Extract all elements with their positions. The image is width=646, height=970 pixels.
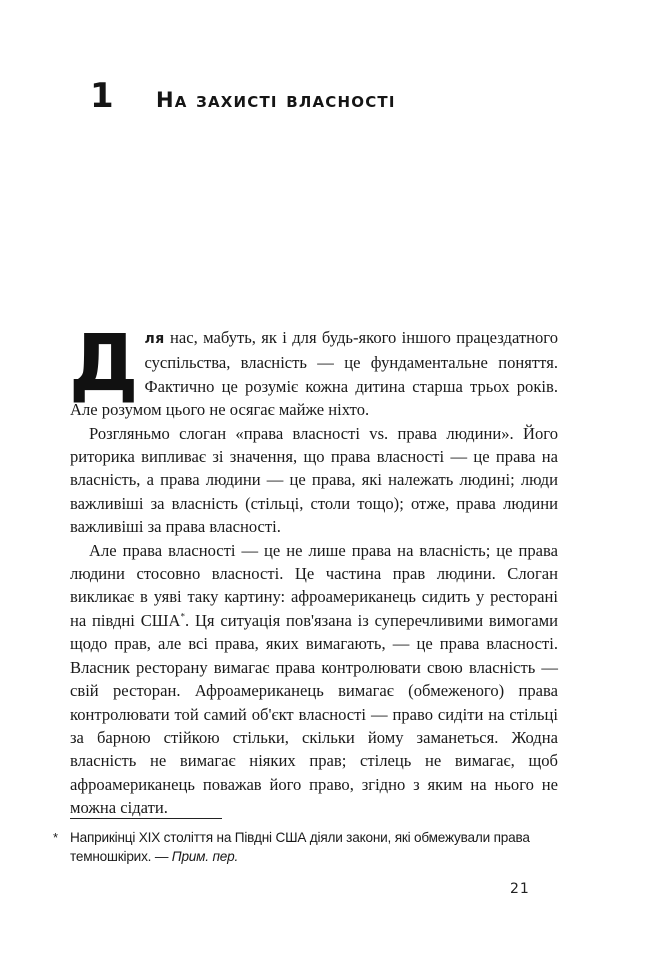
footnote-reference[interactable]: * (180, 611, 185, 622)
footnote-text: Наприкінці XIX століття на Півдні США діяли закони, які обмежували права темношкірих. — (70, 830, 530, 864)
chapter-number: 1 (90, 76, 114, 116)
chapter-title: На захисті власності (156, 88, 396, 112)
footnote (53, 829, 558, 866)
page-number: 21 (510, 881, 530, 897)
footnote-attribution: Прим. пер. (171, 848, 239, 864)
body-text (69, 319, 558, 820)
lead-in: ля (144, 331, 165, 347)
paragraph-3-text-b: . Ця ситуація пов'язана із суперечливими вимогами щодо прав, але всі права, яких вимагають, — це права власності. Власник ресторану вимагає права контролювати свою власність — свій ресторан. Афроамериканець вимагає (обмеженого) права контролювати той самий об'єкт власності — право сидіти на стільці за барною стійкою стільки, скільки йому заманеться. Жодна власність не вимагає ніяких прав; стілець не вимагає, щоб афроамериканець поважав його право, згідно з яким на нього не можна сідати. (70, 610, 558, 818)
paragraph-2: Розгляньмо слоган «права власності vs. права людини». Його риторика випливає зі значення, що права власності — це права на власність, а права людини — це права, які належать людині; люди важливіші за власність (стільці, столи тощо); отже, права людини важливіші за права власності. (70, 423, 558, 537)
paragraph-1-text: нас, мабуть, як і для будь-якого іншого працездатного суспільства, власність — це фундаментальне поняття. Фактично це розуміє кожна дитина старша трьох років. Але розумом цього не осягає майже ніхто. (70, 328, 558, 420)
drop-cap: Д (69, 319, 139, 409)
paragraph-3 (70, 539, 558, 820)
footnote-divider (70, 818, 222, 819)
paragraph-1 (69, 319, 558, 422)
footnote-mark: * (53, 830, 58, 845)
chapter-heading (90, 76, 396, 116)
paragraph-3-text-a: Але права власності — це не лише права на власність; це права людини стосовно власності. Це частина прав людини. Слоган викликає в уяві таку картину: афроамериканець сидить у ресторані на півдні США (70, 540, 558, 630)
